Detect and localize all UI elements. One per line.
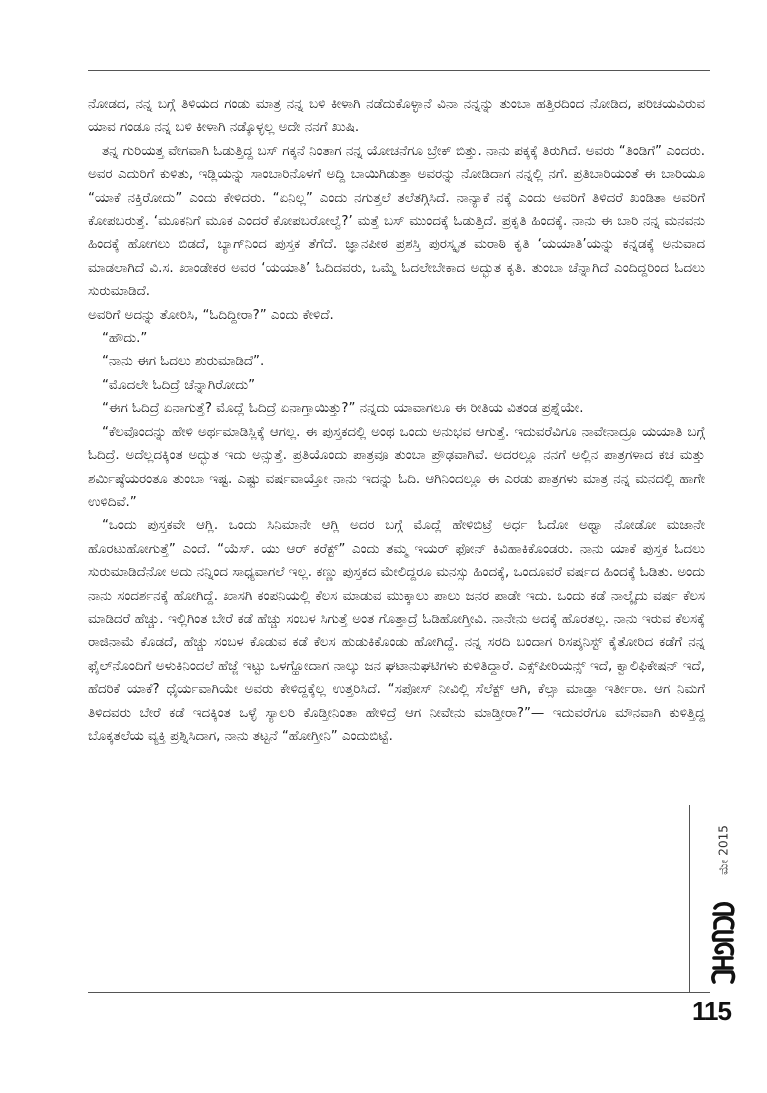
paragraph-6: “ಮೊದಲೇ ಓದಿದ್ರೆ ಚೆನ್ನಾಗಿರೋದು”	[102, 377, 256, 393]
top-divider	[88, 70, 710, 71]
magazine-sidebar	[708, 820, 738, 992]
paragraph-5: “ನಾನು ಈಗ ಓದಲು ಶುರುಮಾಡಿದೆ”.	[102, 354, 265, 370]
paragraph-9: “ಒಂದು ಪುಸ್ತಕವೇ ಆಗ್ಲಿ. ಒಂದು ಸಿನಿಮಾನೇ ಆಗ್ಲಿ ಅದರ ಬಗ್ಗೆ ಮೊದ್ಲೆ ಹೇಳಿಬಿಟ್ರೆ ಅರ್ಧ ಓದೋ ಅಥ್ವಾ ನೋಡೋ ಮಜಾನೇ ಹೊರಟುಹೋಗುತ್ತೆ” ಎಂದೆ. “ಯೆಸ್. ಯು ಆರ್ ಕರೆಕ್ಟ್” ಎಂದು ತಮ್ಮ ಇಯರ್ ಫೋನ್ ಕಿವಿಹಾಕಿಕೊಂಡರು. ನಾನು ಯಾಕೆ ಪುಸ್ತಕ ಓದಲು ಸುರುಮಾಡಿದೆನೋ ಅದು ನನ್ನಿಂದ ಸಾಧ್ಯವಾಗಲೆ ಇಲ್ಲ. ಕಣ್ಣು ಪುಸ್ತಕದ ಮೇಲಿದ್ದರೂ ಮನಸ್ಸು ಹಿಂದಕ್ಕೆ, ಒಂದೂವರೆ ವರ್ಷದ ಹಿಂದಕ್ಕೆ ಓಡಿತು. ಅಂದು ನಾನು ಸಂದರ್ಶನಕ್ಕೆ ಹೋಗಿದ್ದೆ. ಖಾಸಗಿ ಕಂಪನಿಯಲ್ಲಿ ಕೆಲಸ ಮಾಡುವ ಮುಕ್ಕಾಲು ಪಾಲು ಜನರ ಪಾಡೇ ಇದು. ಒಂದು ಕಡೆ ನಾಲ್ಕೈದು ವರ್ಷ ಕೆಲಸ ಮಾಡಿದರೆ ಹೆಚ್ಚು. ಇಲ್ಲಿಗಿಂತ ಬೇರೆ ಕಡೆ ಹೆಚ್ಚು ಸಂಬಳ ಸಿಗುತ್ತೆ ಅಂತ ಗೊತ್ತಾದ್ರೆ ಓಡಿಹೋಗ್ತೀವಿ. ನಾನೇನು ಅದಕ್ಕೆ ಹೊರತಲ್ಲ. ನಾನು ಇರುವ ಕೆಲಸಕ್ಕೆ ರಾಜಿನಾಮೆ ಕೊಡದೆ, ಹೆಚ್ಚು ಸಂಬಳ ಕೊಡುವ ಕಡೆ ಕೆಲಸ ಹುಡುಕಿಕೊಂಡು ಹೋಗಿದ್ದೆ. ನನ್ನ ಸರದಿ ಬಂದಾಗ ರಿಸಪ್ಶನಿಸ್ಟ್ ಕೈತೋರಿದ ಕಡೆಗೆ ನನ್ನ ಫೈಲ್‌ನೊಂದಿಗೆ ಅಳುಕಿನಿಂದಲೆ ಹೆಜ್ಜೆ ಇಟ್ಟು ಒಳಗ್ಹೋದಾಗ ನಾಲ್ಕು ಜನ ಘಟಾನುಘಟಿಗಳು ಕುಳಿತಿದ್ದಾರೆ. ಎಕ್ಸ್‌ಪೀರಿಯನ್ಸ್ ಇದೆ, ಕ್ವಾಲಿಫಿಕೇಷನ್ ಇದೆ, ಹೆದರಿಕೆ ಯಾಕೆ? ಧೈರ್ಯವಾಗಿಯೇ ಅವರು ಕೇಳಿದ್ದಕ್ಕೆಲ್ಲ ಉತ್ತರಿಸಿದೆ. “ಸಪೋಸ್ ನೀವಿಲ್ಲಿ ಸೆಲೆಕ್ಟ್ ಆಗಿ, ಕೆಲ್ಸಾ ಮಾಡ್ತಾ ಇರ್ತೀರಾ. ಆಗ ನಿಮಗೆ ತಿಳಿದವರು ಬೇರೆ ಕಡೆ ಇದಕ್ಕಿಂತ ಒಳ್ಳೆ ಸ್ಯಾಲರಿ ಕೊಡ್ತೀನಿಂತಾ ಹೇಳಿದ್ರೆ ಆಗ ನೀವೇನು ಮಾಡ್ತೀರಾ?”— ಇದುವರೆಗೂ ಮೌನವಾಗಿ ಕುಳಿತ್ತಿದ್ದ ಬೊಕ್ಕತಲೆಯ ವ್ಯಕ್ತಿ ಪ್ರಶ್ನಿಸಿದಾಗ, ನಾನು ತಟ್ಟನೆ “ಹೋಗ್ತೀನಿ” ಎಂದುಬಿಟ್ಟೆ.	[88, 518, 705, 744]
paragraph-4: “ಹೌದು.”	[102, 331, 148, 347]
paragraph-2: ತನ್ನ ಗುರಿಯತ್ತ ವೇಗವಾಗಿ ಓಡುತ್ತಿದ್ದ ಬಸ್ ಗಕ್ಕನೆ ನಿಂತಾಗ ನನ್ನ ಯೋಚನೆಗೂ ಬ್ರೇಕ್ ಬಿತ್ತು. ನಾನು ಪಕ್ಕಕ್ಕೆ ತಿರುಗಿದೆ. ಅವರು “ತಿಂಡಿಗೆ” ಎಂದರು. ಅವರ ಎದುರಿಗೆ ಕುಳಿತು, ಇಡ್ಲಿಯನ್ನು ಸಾಂಬಾರಿನೊಳಗೆ ಅದ್ದಿ ಬಾಯಿಗಿಡುತ್ತಾ ಅವರನ್ನು ನೋಡಿದಾಗ ನನ್ನಲ್ಲಿ ನಗೆ. ಪ್ರತಿಬಾರಿಯಂತೆ ಈ ಬಾರಿಯೂ “ಯಾಕೆ ನಕ್ತಿರೋದು” ಎಂದು ಕೇಳಿದರು. “ಏನಿಲ್ಲ” ಎಂದು ನಗುತ್ತಲೆ ತಲೆತಗ್ಗಿಸಿದೆ. ನಾನ್ಯಾಕೆ ನಕ್ಕೆ ಎಂದು ಅವರಿಗೆ ತಿಳಿದರೆ ಖಂಡಿತಾ ಅವರಿಗೆ ಕೋಪಬರುತ್ತೆ. ‘ಮೂಕನಿಗೆ ಮೂಕ ಎಂದರೆ ಕೋಪಬರೋಲ್ವೆ?’ ಮತ್ತೆ ಬಸ್ ಮುಂದಕ್ಕೆ ಓಡುತ್ತಿದೆ. ಪ್ರಕೃತಿ ಹಿಂದಕ್ಕೆ. ನಾನು ಈ ಬಾರಿ ನನ್ನ ಮನವನು ಹಿಂದಕ್ಕೆ ಹೋಗಲು ಬಿಡದೆ, ಬ್ಯಾಗ್‌ನಿಂದ ಪುಸ್ತಕ ತೆಗೆದೆ. ಜ್ಞಾನಪೀಠ ಪ್ರಶಸ್ತಿ ಪುರಸ್ಕೃತ ಮರಾಠಿ ಕೃತಿ ‘ಯಯಾತಿ’ಯನ್ನು ಕನ್ನಡಕ್ಕೆ ಅನುವಾದ ಮಾಡಲಾಗಿದೆ ವಿ.ಸ. ಖಾಂಡೇಕರ ಅವರ ‘ಯಯಾತಿ’ ಓದಿದವರು, ಒಮ್ಮೆ ಓದಲೇಬೇಕಾದ ಅದ್ಭುತ ಕೃತಿ. ತುಂಬಾ ಚೆನ್ನಾಗಿದೆ ಎಂದಿದ್ದರಿಂದ ಓದಲು ಸುರುಮಾಡಿದೆ.	[88, 143, 705, 300]
paragraph-7: “ಈಗ ಓದಿದ್ರೆ ಏನಾಗುತ್ತೆ? ಮೊದ್ಲೆ ಓದಿದ್ರೆ ಏನಾಗ್ತಾಯಿತ್ತು?” ನನ್ನದು ಯಾವಾಗಲೂ ಈ ರೀತಿಯ ವಿತಂಡ ಪ್ರಶ್ನೆಯೇ.	[102, 401, 584, 417]
paragraph-8: “ಕೆಲವೊಂದನ್ನು ಹೇಳಿ ಅರ್ಥಮಾಡಿಸ್ಲಿಕ್ಕೆ ಆಗಲ್ಲ. ಈ ಪುಸ್ತಕದಲ್ಲಿ ಅಂಥ ಒಂದು ಅನುಭವ ಆಗುತ್ತೆ. ಇದುವರೆವಿಗೂ ನಾವೇನಾದ್ರೂ ಯಯಾತಿ ಬಗ್ಗೆ ಓದಿದ್ರೆ. ಅದೆಲ್ಲದಕ್ಕಿಂತ ಅದ್ಭುತ ಇದು ಅನ್ಸುತ್ತೆ. ಪ್ರತಿಯೊಂದು ಪಾತ್ರವೂ ತುಂಬಾ ಪ್ರೌಢವಾಗಿವೆ. ಅದರಲ್ಲೂ ನನಗೆ ಅಲ್ಲಿನ ಪಾತ್ರಗಳಾದ ಕಚ ಮತ್ತು ಶರ್ಮಿಷ್ಠೆಯರಂತೂ ತುಂಬಾ ಇಷ್ಟ. ಎಷ್ಟು ವರ್ಷವಾಯ್ತೋ ನಾನು ಇದನ್ನು ಓದಿ. ಆಗಿನಿಂದಲ್ಲೂ ಈ ಎರಡು ಪಾತ್ರಗಳು ಮಾತ್ರ ನನ್ನ ಮನದಲ್ಲಿ ಹಾಗೇ ಉಳಿದಿವೆ.”	[88, 424, 705, 510]
article-body	[88, 93, 705, 748]
issue-date-text: ಮೇ 2015	[716, 825, 731, 875]
issue-date	[704, 820, 744, 880]
bottom-divider	[88, 992, 710, 993]
page-number: 115	[692, 996, 731, 1026]
mayura-logo-icon	[708, 898, 738, 988]
paragraph-1: ನೋಡದ, ನನ್ನ ಬಗ್ಗೆ ತಿಳಿಯದ ಗಂಡು ಮಾತ್ರ ನನ್ನ ಬಳಿ ಕೀಳಾಗಿ ನಡೆದುಕೊಳ್ಳಾನೆ ವಿನಾ ನನ್ನನ್ನು ತುಂಬಾ ಹತ್ತಿರದಿಂದ ನೋಡಿದ, ಪರಿಚಯವಿರುವ ಯಾವ ಗಂಡೂ ನನ್ನ ಬಳಿ ಕೀಳಾಗಿ ನಡ್ಕೊಳ್ಳಲ್ಲ ಅದೇ ನನಗೆ ಖುಷಿ.	[88, 97, 705, 136]
paragraph-3: ಅವರಿಗೆ ಅದನ್ನು ತೋರಿಸಿ, “ಓದಿದ್ದೀರಾ?” ಎಂದು ಕೇಳಿದೆ.	[88, 307, 334, 323]
sidebar-divider	[689, 805, 690, 992]
